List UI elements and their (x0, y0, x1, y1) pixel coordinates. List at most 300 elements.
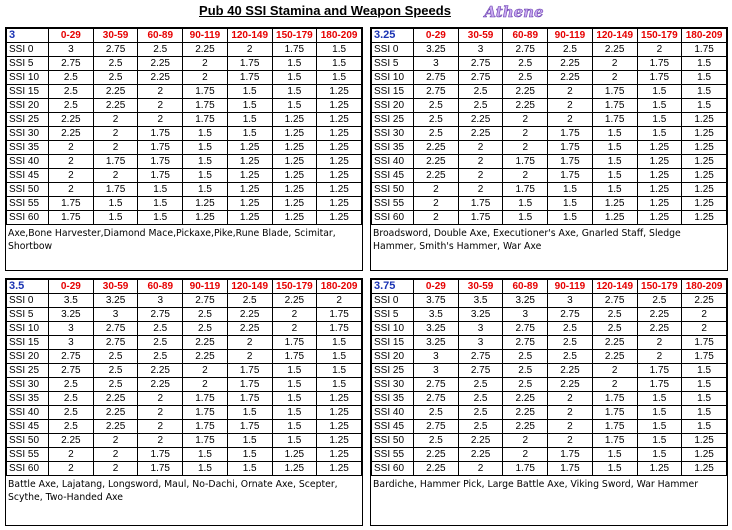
speed-cell: 1.25 (637, 197, 682, 211)
speed-cell: 2.25 (548, 364, 593, 378)
speed-cell: 2 (503, 141, 548, 155)
speed-cell: 2 (93, 169, 138, 183)
stamina-range-header: 0-29 (49, 280, 94, 294)
weapon-list: Broadsword, Double Axe, Executioner's Axe, Gnarled Staff, Sledge Hammer, Smith's Hammer, War Axe (373, 228, 681, 252)
speed-cell: 1.5 (637, 434, 682, 448)
speed-cell: 2.25 (93, 99, 138, 113)
speed-cell: 2.75 (414, 420, 459, 434)
table-row (372, 57, 727, 71)
speed-cell: 2.25 (414, 141, 459, 155)
speed-cell: 2.25 (592, 336, 637, 350)
speed-cell: 1.5 (317, 378, 362, 392)
speed-cell: 2.5 (93, 71, 138, 85)
speed-cell: 1.5 (183, 448, 228, 462)
table-row (372, 155, 727, 169)
ssi-label: SSI 30 (7, 378, 49, 392)
ssi-label: SSI 50 (7, 434, 49, 448)
speed-cell: 1.25 (317, 169, 362, 183)
speed-cell: 1.75 (183, 434, 228, 448)
table-row (372, 420, 727, 434)
speed-cell: 2.5 (49, 378, 94, 392)
table-row (7, 127, 362, 141)
weapon-speed-label: 3 (7, 29, 49, 43)
speed-cell: 1.5 (272, 85, 317, 99)
speed-cell: 3.25 (414, 322, 459, 336)
speed-cell: 1.25 (637, 183, 682, 197)
speed-cell: 2.5 (503, 364, 548, 378)
table-header-row (7, 29, 362, 43)
speed-cell: 2.5 (414, 127, 459, 141)
stamina-range-header: 60-89 (138, 29, 183, 43)
speed-cell: 2.5 (49, 392, 94, 406)
table-row (7, 71, 362, 85)
speed-cell: 2.25 (458, 127, 503, 141)
speed-cell: 2.25 (592, 350, 637, 364)
speed-table (6, 279, 362, 476)
speed-cell: 1.5 (272, 392, 317, 406)
speed-cell: 1.75 (183, 406, 228, 420)
weapon-list: Battle Axe, Lajatang, Longsword, Maul, No-Dachi, Ornate Axe, Scepter, Scythe, Two-Handed Axe (8, 479, 338, 503)
speed-cell: 1.25 (637, 211, 682, 225)
speed-cell: 2.25 (458, 113, 503, 127)
speed-cell: 1.25 (317, 113, 362, 127)
ssi-label: SSI 20 (7, 350, 49, 364)
speed-cell: 1.25 (682, 462, 727, 476)
ssi-label: SSI 5 (7, 57, 49, 71)
speed-cell: 1.5 (637, 127, 682, 141)
speed-cell: 1.75 (138, 155, 183, 169)
speed-cell: 1.25 (317, 127, 362, 141)
speed-cell: 1.5 (183, 462, 228, 476)
speed-table-panel (370, 278, 728, 526)
speed-cell: 1.25 (272, 211, 317, 225)
speed-cell: 3.25 (503, 294, 548, 308)
speed-cell: 2.5 (93, 364, 138, 378)
ssi-label: SSI 10 (7, 71, 49, 85)
speed-cell: 1.75 (317, 322, 362, 336)
table-row (7, 308, 362, 322)
speed-cell: 1.5 (272, 378, 317, 392)
ssi-label: SSI 55 (7, 197, 49, 211)
speed-cell: 1.25 (682, 448, 727, 462)
ssi-label: SSI 5 (372, 308, 414, 322)
speed-cell: 3 (414, 350, 459, 364)
speed-cell: 1.75 (637, 378, 682, 392)
speed-cell: 1.5 (227, 448, 272, 462)
ssi-label: SSI 30 (7, 127, 49, 141)
table-row (372, 43, 727, 57)
speed-cell: 2.25 (503, 85, 548, 99)
speed-cell: 2.75 (138, 308, 183, 322)
speed-cell: 1.25 (637, 155, 682, 169)
stamina-range-header: 150-179 (272, 280, 317, 294)
speed-cell: 2.5 (138, 336, 183, 350)
stamina-range-header: 90-119 (183, 29, 228, 43)
speed-cell: 1.25 (317, 85, 362, 99)
speed-cell: 2 (548, 434, 593, 448)
ssi-label: SSI 0 (372, 43, 414, 57)
speed-cell: 3 (138, 294, 183, 308)
speed-cell: 1.5 (227, 127, 272, 141)
ssi-label: SSI 40 (7, 155, 49, 169)
speed-cell: 2.5 (93, 57, 138, 71)
speed-cell: 1.75 (592, 434, 637, 448)
speed-cell: 1.25 (682, 127, 727, 141)
speed-cell: 1.75 (138, 448, 183, 462)
weapon-list: Bardiche, Hammer Pick, Large Battle Axe, Viking Sword, War Hammer (373, 479, 699, 490)
speed-cell: 1.75 (548, 155, 593, 169)
speed-cell: 2 (548, 99, 593, 113)
speed-cell: 2 (49, 141, 94, 155)
speed-cell: 1.25 (637, 169, 682, 183)
ssi-label: SSI 55 (372, 197, 414, 211)
table-row (372, 85, 727, 99)
table-row (7, 434, 362, 448)
speed-cell: 3 (49, 336, 94, 350)
speed-cell: 1.5 (637, 113, 682, 127)
speed-cell: 1.75 (592, 406, 637, 420)
speed-cell: 1.25 (682, 183, 727, 197)
ssi-label: SSI 25 (7, 113, 49, 127)
table-row (7, 183, 362, 197)
ssi-label: SSI 20 (7, 99, 49, 113)
speed-cell: 1.5 (227, 85, 272, 99)
table-row (372, 308, 727, 322)
speed-cell: 1.25 (637, 141, 682, 155)
speed-cell: 1.25 (317, 141, 362, 155)
speed-cell: 1.5 (227, 99, 272, 113)
speed-cell: 2.5 (183, 308, 228, 322)
speed-cell: 2.75 (548, 308, 593, 322)
ssi-label: SSI 40 (372, 406, 414, 420)
speed-cell: 2.5 (458, 378, 503, 392)
table-header-row (7, 280, 362, 294)
speed-cell: 2 (183, 378, 228, 392)
speed-cell: 1.5 (637, 406, 682, 420)
speed-cell: 2.25 (592, 43, 637, 57)
speed-cell: 1.25 (317, 392, 362, 406)
ssi-label: SSI 35 (7, 392, 49, 406)
speed-cell: 1.5 (503, 197, 548, 211)
speed-cell: 2.25 (548, 71, 593, 85)
speed-cell: 1.25 (272, 197, 317, 211)
logo-text: Athene (484, 3, 544, 21)
speed-cell: 2.75 (414, 85, 459, 99)
speed-cell: 2.5 (49, 420, 94, 434)
speed-cell: 2 (93, 434, 138, 448)
speed-cell: 2 (503, 448, 548, 462)
speed-table-panel (5, 278, 363, 526)
stamina-range-header: 90-119 (183, 280, 228, 294)
ssi-label: SSI 10 (372, 322, 414, 336)
speed-cell: 2.25 (138, 57, 183, 71)
speed-cell: 2.25 (138, 364, 183, 378)
speed-cell: 1.5 (637, 420, 682, 434)
speed-cell: 1.5 (592, 169, 637, 183)
speed-cell: 1.25 (272, 462, 317, 476)
speed-cell: 1.25 (227, 183, 272, 197)
speed-cell: 2.25 (138, 71, 183, 85)
speed-cell: 1.5 (682, 420, 727, 434)
speed-cell: 1.75 (503, 183, 548, 197)
speed-cell: 3 (414, 57, 459, 71)
table-row (7, 448, 362, 462)
speed-cell: 1.25 (183, 197, 228, 211)
speed-cell: 2.5 (49, 85, 94, 99)
speed-cell: 1.5 (317, 57, 362, 71)
speed-cell: 1.25 (317, 155, 362, 169)
speed-cell: 1.75 (183, 85, 228, 99)
table-row (7, 364, 362, 378)
table-row (372, 183, 727, 197)
athene-logo (478, 1, 550, 23)
ssi-label: SSI 50 (372, 183, 414, 197)
weapon-list: Axe,Bone Harvester,Diamond Mace,Pickaxe,Pike,Rune Blade, Scimitar, Shortbow (8, 228, 336, 252)
speed-cell: 1.75 (49, 197, 94, 211)
table-row (372, 71, 727, 85)
speed-cell: 1.5 (592, 141, 637, 155)
ssi-label: SSI 0 (7, 294, 49, 308)
speed-cell: 3.25 (414, 336, 459, 350)
speed-cell: 2 (592, 364, 637, 378)
speed-cell: 2.75 (49, 364, 94, 378)
speed-cell: 1.25 (183, 211, 228, 225)
speed-cell: 2.5 (93, 378, 138, 392)
table-row (7, 141, 362, 155)
ssi-label: SSI 60 (372, 462, 414, 476)
speed-cell: 1.5 (183, 169, 228, 183)
ssi-label: SSI 5 (372, 57, 414, 71)
speed-cell: 1.75 (183, 420, 228, 434)
speed-cell: 2 (458, 155, 503, 169)
speed-cell: 3 (548, 294, 593, 308)
speed-cell: 1.75 (317, 308, 362, 322)
ssi-label: SSI 60 (7, 462, 49, 476)
speed-cell: 2.5 (138, 322, 183, 336)
stamina-range-header: 180-209 (682, 280, 727, 294)
speed-cell: 2.25 (458, 448, 503, 462)
stamina-range-header: 60-89 (503, 29, 548, 43)
speed-cell: 2 (227, 43, 272, 57)
speed-cell: 1.25 (227, 155, 272, 169)
speed-cell: 2 (49, 183, 94, 197)
speed-cell: 1.75 (138, 127, 183, 141)
speed-cell: 1.75 (93, 155, 138, 169)
speed-cell: 2.5 (93, 350, 138, 364)
speed-cell: 2 (682, 322, 727, 336)
speed-cell: 1.75 (637, 57, 682, 71)
speed-cell: 1.25 (592, 197, 637, 211)
speed-cell: 2.5 (592, 308, 637, 322)
speed-cell: 2.75 (503, 336, 548, 350)
speed-cell: 1.5 (592, 462, 637, 476)
table-row (372, 197, 727, 211)
speed-cell: 2 (138, 392, 183, 406)
stamina-range-header: 0-29 (49, 29, 94, 43)
speed-cell: 1.25 (272, 155, 317, 169)
stamina-range-header: 30-59 (93, 280, 138, 294)
speed-cell: 1.25 (272, 183, 317, 197)
table-row (372, 406, 727, 420)
speed-cell: 1.75 (227, 420, 272, 434)
speed-cell: 2.5 (458, 99, 503, 113)
speed-cell: 1.25 (317, 462, 362, 476)
speed-cell: 1.25 (227, 211, 272, 225)
speed-cell: 1.5 (93, 197, 138, 211)
table-row (7, 211, 362, 225)
speed-cell: 3.5 (414, 308, 459, 322)
stamina-range-header: 0-29 (414, 29, 459, 43)
speed-cell: 2.25 (272, 294, 317, 308)
speed-cell: 2 (138, 406, 183, 420)
speed-cell: 2 (93, 113, 138, 127)
table-row (7, 336, 362, 350)
speed-cell: 1.25 (272, 141, 317, 155)
ssi-label: SSI 45 (7, 169, 49, 183)
speed-cell: 3 (458, 43, 503, 57)
speed-cell: 2.5 (548, 350, 593, 364)
speed-cell: 2.5 (592, 322, 637, 336)
speed-cell: 1.75 (682, 43, 727, 57)
speed-cell: 1.25 (227, 169, 272, 183)
table-row (372, 99, 727, 113)
speed-cell: 2.75 (414, 71, 459, 85)
ssi-label: SSI 35 (7, 141, 49, 155)
speed-cell: 2 (458, 462, 503, 476)
table-row (7, 392, 362, 406)
speed-cell: 2.5 (458, 420, 503, 434)
speed-cell: 1.25 (317, 406, 362, 420)
stamina-range-header: 30-59 (458, 280, 503, 294)
speed-cell: 2 (138, 85, 183, 99)
speed-cell: 2.5 (458, 406, 503, 420)
speed-cell: 1.5 (138, 183, 183, 197)
table-row (7, 99, 362, 113)
speed-cell: 2.5 (548, 43, 593, 57)
speed-cell: 1.5 (183, 141, 228, 155)
speed-cell: 3.25 (414, 43, 459, 57)
speed-cell: 1.75 (637, 71, 682, 85)
speed-cell: 2 (93, 462, 138, 476)
speed-cell: 2 (49, 448, 94, 462)
speed-cell: 2.25 (49, 113, 94, 127)
stamina-range-header: 150-179 (637, 29, 682, 43)
speed-cell: 2.25 (49, 434, 94, 448)
speed-cell: 3.5 (49, 294, 94, 308)
speed-cell: 2.25 (93, 85, 138, 99)
speed-cell: 1.5 (317, 350, 362, 364)
speed-cell: 2.75 (49, 57, 94, 71)
speed-cell: 1.25 (317, 420, 362, 434)
speed-cell: 3 (458, 336, 503, 350)
speed-cell: 1.5 (183, 155, 228, 169)
speed-cell: 2.5 (138, 350, 183, 364)
speed-cell: 1.75 (138, 141, 183, 155)
stamina-range-header: 180-209 (682, 29, 727, 43)
speed-cell: 2.25 (458, 434, 503, 448)
speed-cell: 2.5 (414, 113, 459, 127)
speed-cell: 2.25 (637, 322, 682, 336)
table-row (7, 322, 362, 336)
speed-cell: 1.25 (637, 462, 682, 476)
speed-cell: 1.75 (272, 43, 317, 57)
ssi-label: SSI 15 (7, 336, 49, 350)
speed-cell: 1.5 (548, 197, 593, 211)
speed-cell: 2.25 (93, 406, 138, 420)
stamina-range-header: 150-179 (637, 280, 682, 294)
speed-cell: 2.5 (548, 336, 593, 350)
speed-cell: 2 (682, 308, 727, 322)
stamina-range-header: 150-179 (272, 29, 317, 43)
speed-cell: 2 (592, 71, 637, 85)
speed-cell: 1.5 (592, 155, 637, 169)
ssi-label: SSI 50 (372, 434, 414, 448)
table-row (372, 448, 727, 462)
table-row (372, 434, 727, 448)
speed-cell: 2.75 (49, 350, 94, 364)
speed-cell: 1.75 (272, 350, 317, 364)
speed-cell: 2.5 (414, 434, 459, 448)
speed-table (371, 279, 727, 476)
speed-cell: 1.5 (682, 99, 727, 113)
stamina-range-header: 60-89 (138, 280, 183, 294)
speed-cell: 1.5 (138, 197, 183, 211)
speed-cell: 2 (592, 57, 637, 71)
speed-cell: 2 (138, 434, 183, 448)
table-row (7, 197, 362, 211)
ssi-label: SSI 45 (7, 420, 49, 434)
ssi-label: SSI 55 (7, 448, 49, 462)
speed-cell: 2.5 (503, 71, 548, 85)
table-row (372, 169, 727, 183)
speed-cell: 1.75 (183, 113, 228, 127)
ssi-label: SSI 15 (372, 85, 414, 99)
speed-table-panel (370, 27, 728, 271)
speed-cell: 2 (548, 420, 593, 434)
table-row (372, 350, 727, 364)
speed-cell: 1.5 (317, 71, 362, 85)
speed-cell: 1.5 (272, 71, 317, 85)
stamina-range-header: 30-59 (93, 29, 138, 43)
speed-cell: 2.75 (414, 392, 459, 406)
table-row (7, 294, 362, 308)
table-header-row (372, 280, 727, 294)
speed-cell: 1.25 (227, 197, 272, 211)
speed-cell: 2.75 (183, 294, 228, 308)
speed-cell: 2 (272, 322, 317, 336)
speed-cell: 1.25 (682, 141, 727, 155)
table-row (7, 406, 362, 420)
speed-cell: 2 (49, 155, 94, 169)
speed-cell: 1.75 (49, 211, 94, 225)
stamina-range-header: 30-59 (458, 29, 503, 43)
speed-cell: 2 (458, 183, 503, 197)
speed-cell: 1.25 (272, 113, 317, 127)
speed-cell: 2 (548, 392, 593, 406)
speed-cell: 2 (414, 183, 459, 197)
speed-cell: 1.5 (272, 364, 317, 378)
ssi-label: SSI 45 (372, 420, 414, 434)
stamina-range-header: 120-149 (227, 29, 272, 43)
speed-cell: 3.25 (49, 308, 94, 322)
speed-cell: 1.75 (503, 155, 548, 169)
speed-cell: 2.5 (503, 378, 548, 392)
ssi-label: SSI 40 (372, 155, 414, 169)
table-row (7, 57, 362, 71)
speed-cell: 2.25 (414, 448, 459, 462)
ssi-label: SSI 10 (372, 71, 414, 85)
speed-cell: 1.75 (227, 364, 272, 378)
